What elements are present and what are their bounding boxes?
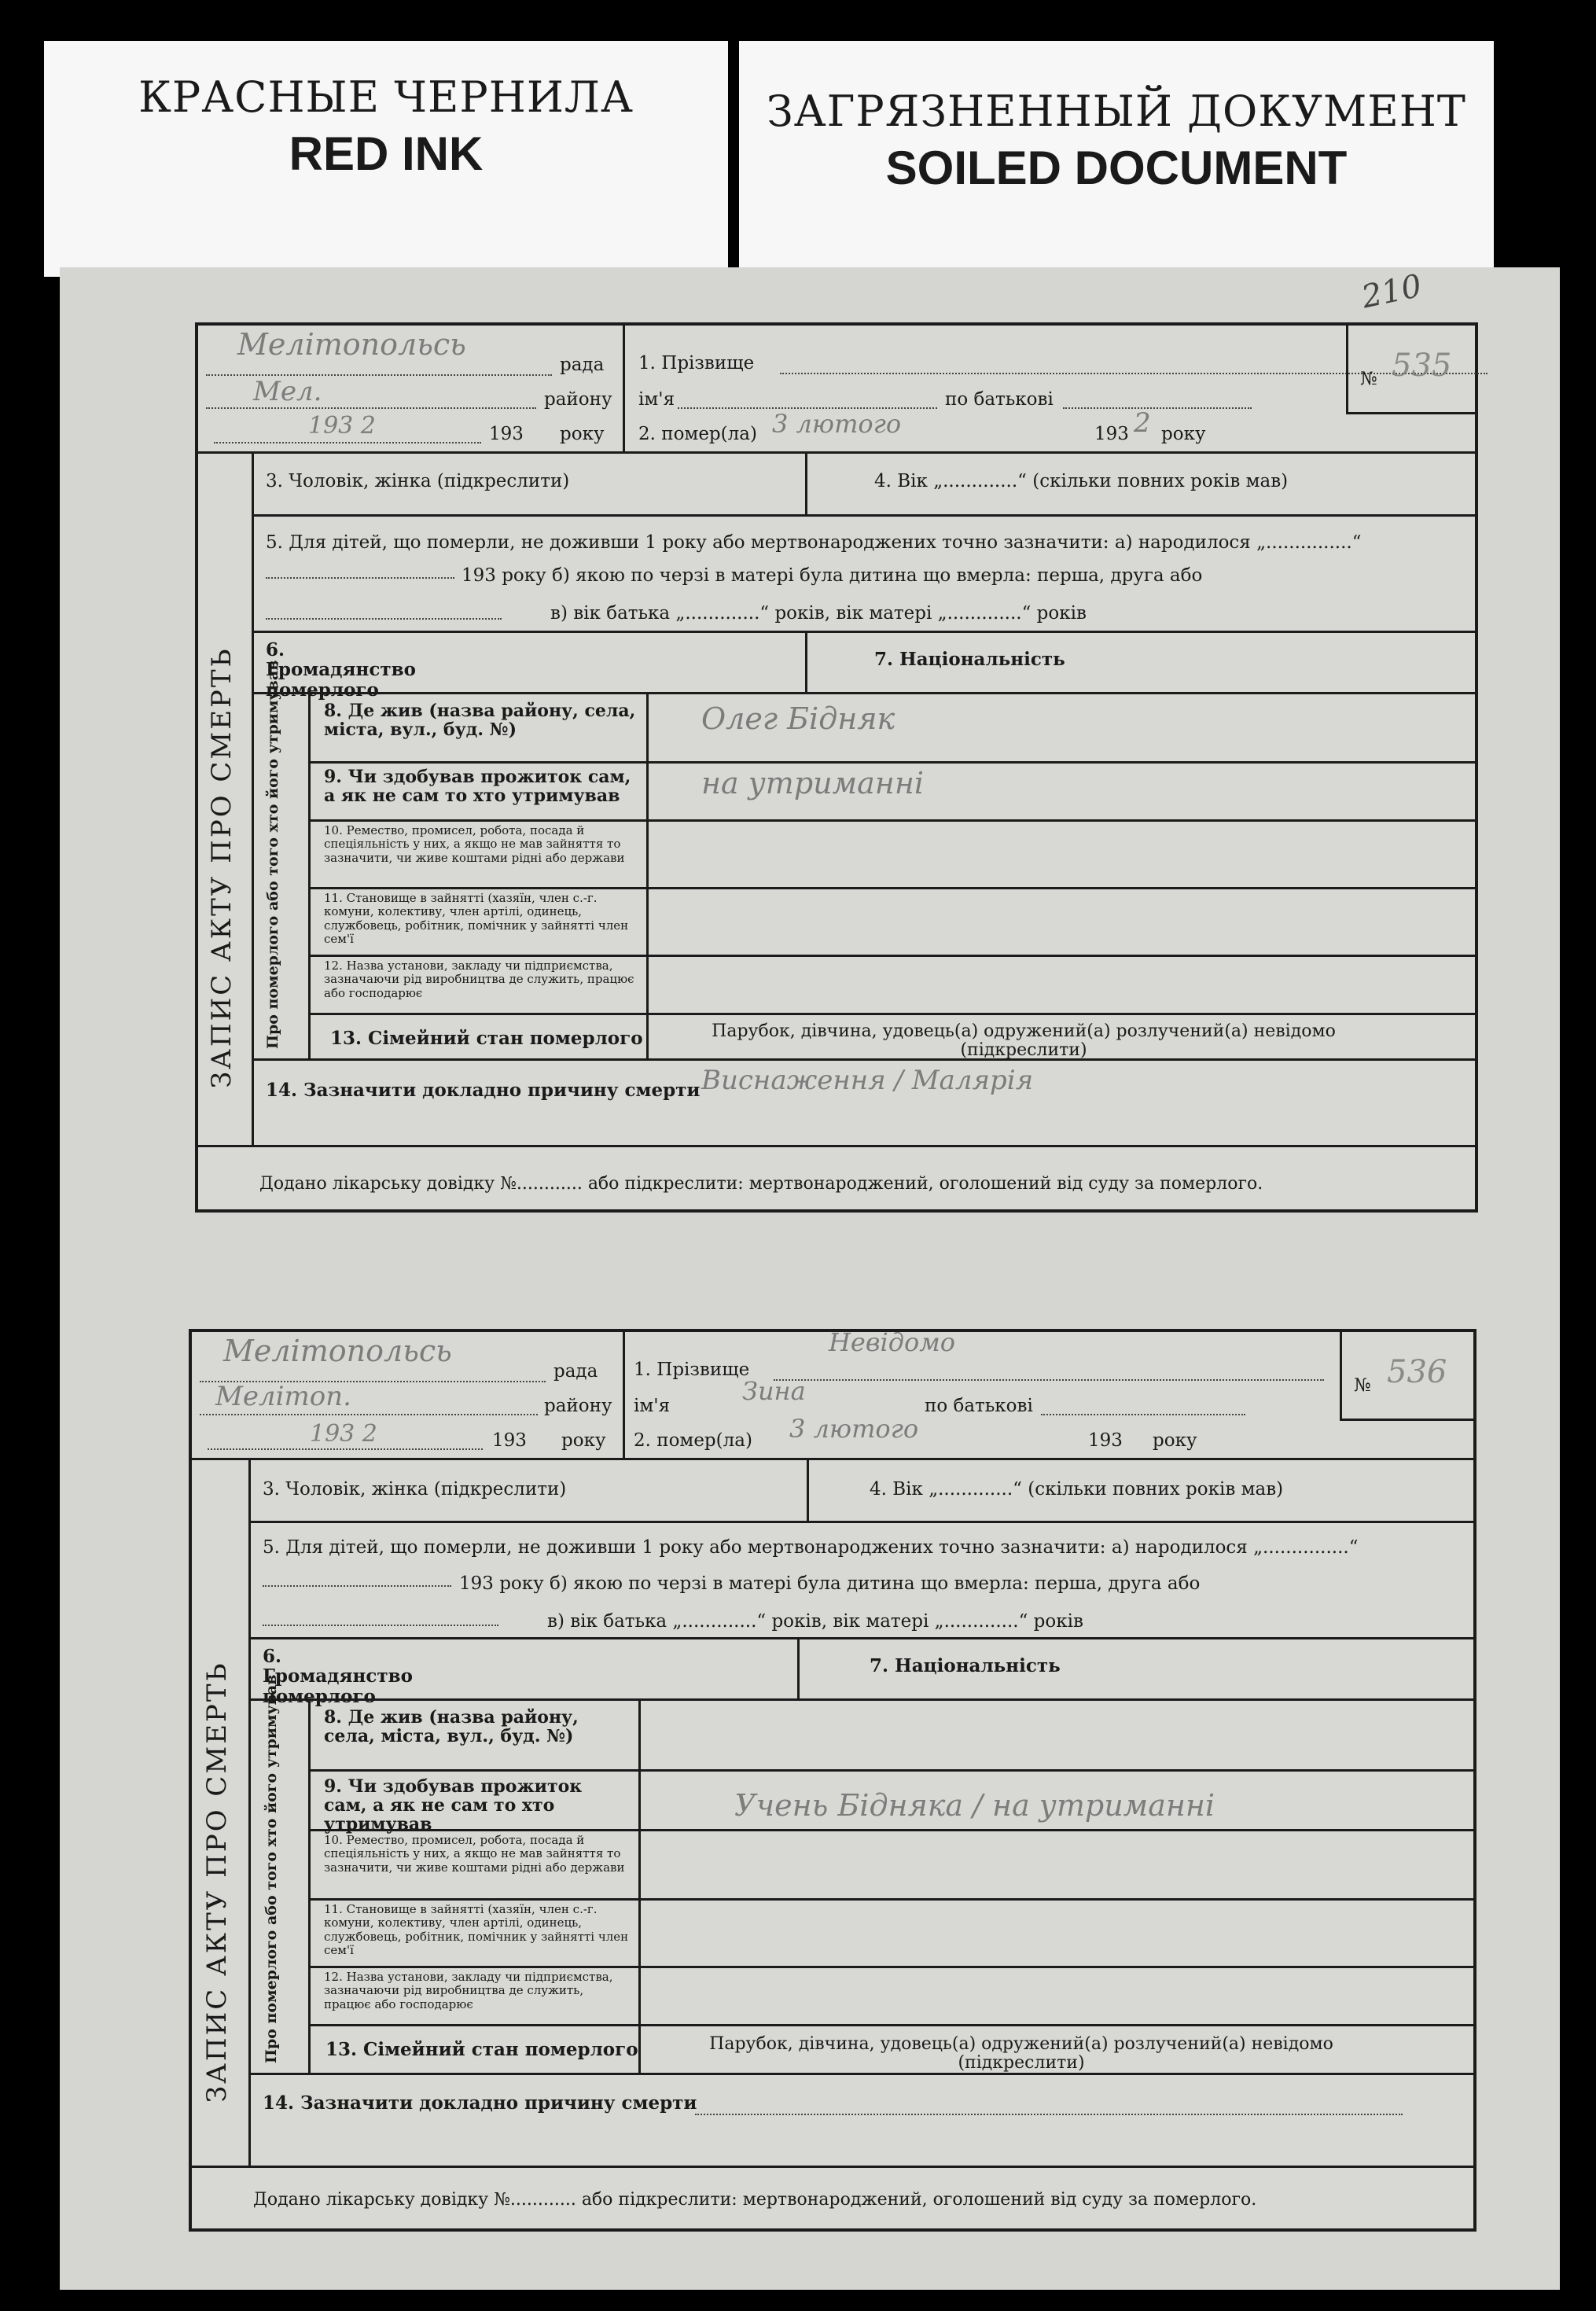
red-ink-label-en: RED INK [289,127,484,180]
f11-label-2: 11. Становище в зайнятті (хазяїн, член с.-г. комуни, колективу, член артілі, одинець, службовець, робітник, помічник у зайнятті член сем'ї [324,1902,629,1957]
soiled-document-label-en: SOILED DOCUMENT [885,142,1348,194]
hw-died-date-1: 3 лютого [772,409,902,439]
f7-label-2: 7. Національність [870,1655,1061,1676]
roku-label-2: року [561,1430,606,1451]
f13-label-1: 13. Сімейний стан померлого [330,1028,643,1049]
hw-died-year-1: 2 [1134,407,1151,439]
hw-surname-2: Невідомо [829,1327,956,1357]
f9-label-1: 9. Чи здобував прожиток сам, а як не сам то хто утримував [324,767,631,807]
soiled-document-label-ru: ЗАГРЯЗНЕННЫЙ ДОКУМЕНТ [767,86,1466,136]
rada-label-2: рада [553,1361,598,1382]
f13-options-1: Парубок, дівчина, удовець(а) одружений(а) розлучений(а) невідомо (підкреслити) [712,1021,1336,1061]
hw-rada-1: Мелітопольсь [237,327,466,362]
f10-label-2: 10. Ремество, промисел, робота, посада й спеціяльність у них, а якщо не мав зайняття то зазначити, чи живе коштами рідні або держави [324,1833,625,1875]
f4-label-1: 4. Вік „.............“ (скільки повних років мав) [874,471,1289,491]
hw-f9-1: на утриманні [701,766,925,800]
hw-f9-2: Учень Бідняка / на утриманні [734,1788,1215,1823]
f8-label-1: 8. Де жив (назва району, села, міста, вул., буд. №) [324,701,636,741]
surname-label-2: 1. Прізвище [634,1360,750,1380]
f11-label-1: 11. Становище в зайнятті (хазяїн, член с.-г. комуни, колективу, член артілі, одинець, службовець, робітник, помічник у зайнятті член сем'ї [324,891,629,946]
f5-line2-2: 193 року б) якою по черзі в матері була дитина що вмерла: перша, друга або [459,1573,1201,1594]
f8-label-2: 8. Де жив (назва району, села, міста, вул., буд. №) [324,1707,579,1747]
footer-1: Додано лікарську довідку №............ або підкреслити: мертвонароджений, оголошений від суду за померлого. [259,1174,1263,1194]
f14-label-1: 14. Зазначити докладно причину смерти [266,1080,701,1101]
red-ink-label-ru: КРАСНЫЕ ЧЕРНИЛА [138,72,634,122]
hw-date-2: 193 2 [310,1420,377,1448]
f14-label-2: 14. Зазначити докладно причину смерти [263,2092,697,2114]
hw-record-no-2: 536 [1387,1354,1447,1390]
side-sub-1: Про померлого або того хто його утримував [264,660,281,1049]
f3-label-2: 3. Чоловік, жінка (підкреслити) [263,1479,567,1500]
f5-line3-1: в) вік батька „.............“ років, вік матері „.............“ років [550,603,1087,624]
hw-record-no-1: 535 [1392,348,1452,384]
name-label-2: ім'я [634,1396,671,1416]
hw-died-date-2: 3 лютого [789,1414,919,1444]
died-roku-label-1: року [1161,424,1206,444]
died-year-label-1: 193 [1094,424,1129,444]
name-label-1: ім'я [638,389,675,410]
hw-name-2: Зина [742,1376,806,1406]
died-year-label-2: 193 [1088,1430,1123,1451]
side-title-1: ЗАПИС АКТУ ПРО СМЕРТЬ [206,646,237,1088]
f4-label-2: 4. Вік „.............“ (скільки повних років мав) [870,1479,1284,1500]
roku-label-1: року [560,424,605,444]
surname-label-1: 1. Прізвище [638,353,755,374]
page-number: 210 [1359,267,1425,316]
f9-label-2: 9. Чи здобував прожиток сам, а як не сам то хто утримував [324,1776,583,1835]
hw-rada-2: Мелітопольсь [223,1334,452,1368]
f5-line2-1: 193 року б) якою по черзі в матері була дитина що вмерла: перша, друга або [462,565,1203,586]
raionu-label-2: району [544,1396,612,1416]
f13-label-2: 13. Сімейний стан померлого [325,2039,638,2060]
f3-label-1: 3. Чоловік, жінка (підкреслити) [266,471,570,491]
died-label-1: 2. помер(ла) [638,424,757,444]
hw-raion-2: Мелітоп. [215,1381,351,1412]
died-label-2: 2. помер(ла) [634,1430,752,1451]
f5-line1-1: 5. Для дітей, що померли, не доживши 1 року або мертвонароджених точно зазначити: а) народилося „...............“ [266,532,1362,553]
year-label-1: 193 [489,424,524,444]
soiled-document-label [739,41,1494,277]
hw-f8-1: Олег Бідняк [701,701,895,736]
hw-f14-1: Виснаження / Малярія [701,1065,1034,1096]
f5-line3-2: в) вік батька „.............“ років, вік матері „.............“ років [547,1611,1083,1632]
f13-options-2: Парубок, дівчина, удовець(а) одружений(а) розлучений(а) невідомо (підкреслити) [709,2034,1333,2074]
record-no-label-2: № [1354,1375,1371,1396]
f7-label-1: 7. Національність [874,649,1065,670]
f12-label-2: 12. Назва установи, закладу чи підприємства, зазначаючи рід виробництва де служить, працює або господарює [324,1970,613,2011]
rada-label-1: рада [560,355,605,375]
side-title-2: ЗАПИС АКТУ ПРО СМЕРТЬ [201,1661,233,2103]
record-no-label-1: № [1360,369,1377,389]
death-record-form-1 [195,322,1478,1213]
death-record-form-2 [189,1329,1476,2232]
patronymic-label-1: по батькові [945,389,1054,410]
f6-label-2: 6. Громадянство померлого [263,1646,413,1707]
died-roku-label-2: року [1153,1430,1197,1451]
hw-date-1: 193 2 [308,412,376,440]
side-sub-2: Про померлого або того хто його утримував [263,1674,280,2063]
raionu-label-1: району [544,389,612,410]
patronymic-label-2: по батькові [925,1396,1033,1416]
f10-label-1: 10. Ремество, промисел, робота, посада й спеціяльність у них, а якщо не мав зайняття то зазначити, чи живе коштами рідні або держави [324,823,625,865]
f12-label-1: 12. Назва установи, закладу чи підприємства, зазначаючи рід виробництва де служить, працює або господарює [324,959,634,1000]
f6-label-1: 6. Громадянство померлого [266,639,416,701]
footer-2: Додано лікарську довідку №............ або підкреслити: мертвонароджений, оголошений від суду за померлого. [253,2190,1257,2210]
hw-raion-1: Мел. [253,376,322,407]
f5-line1-2: 5. Для дітей, що померли, не доживши 1 року або мертвонароджених точно зазначити: а) народилося „...............“ [263,1537,1359,1558]
year-label-2: 193 [492,1430,527,1451]
red-ink-label [44,41,728,277]
